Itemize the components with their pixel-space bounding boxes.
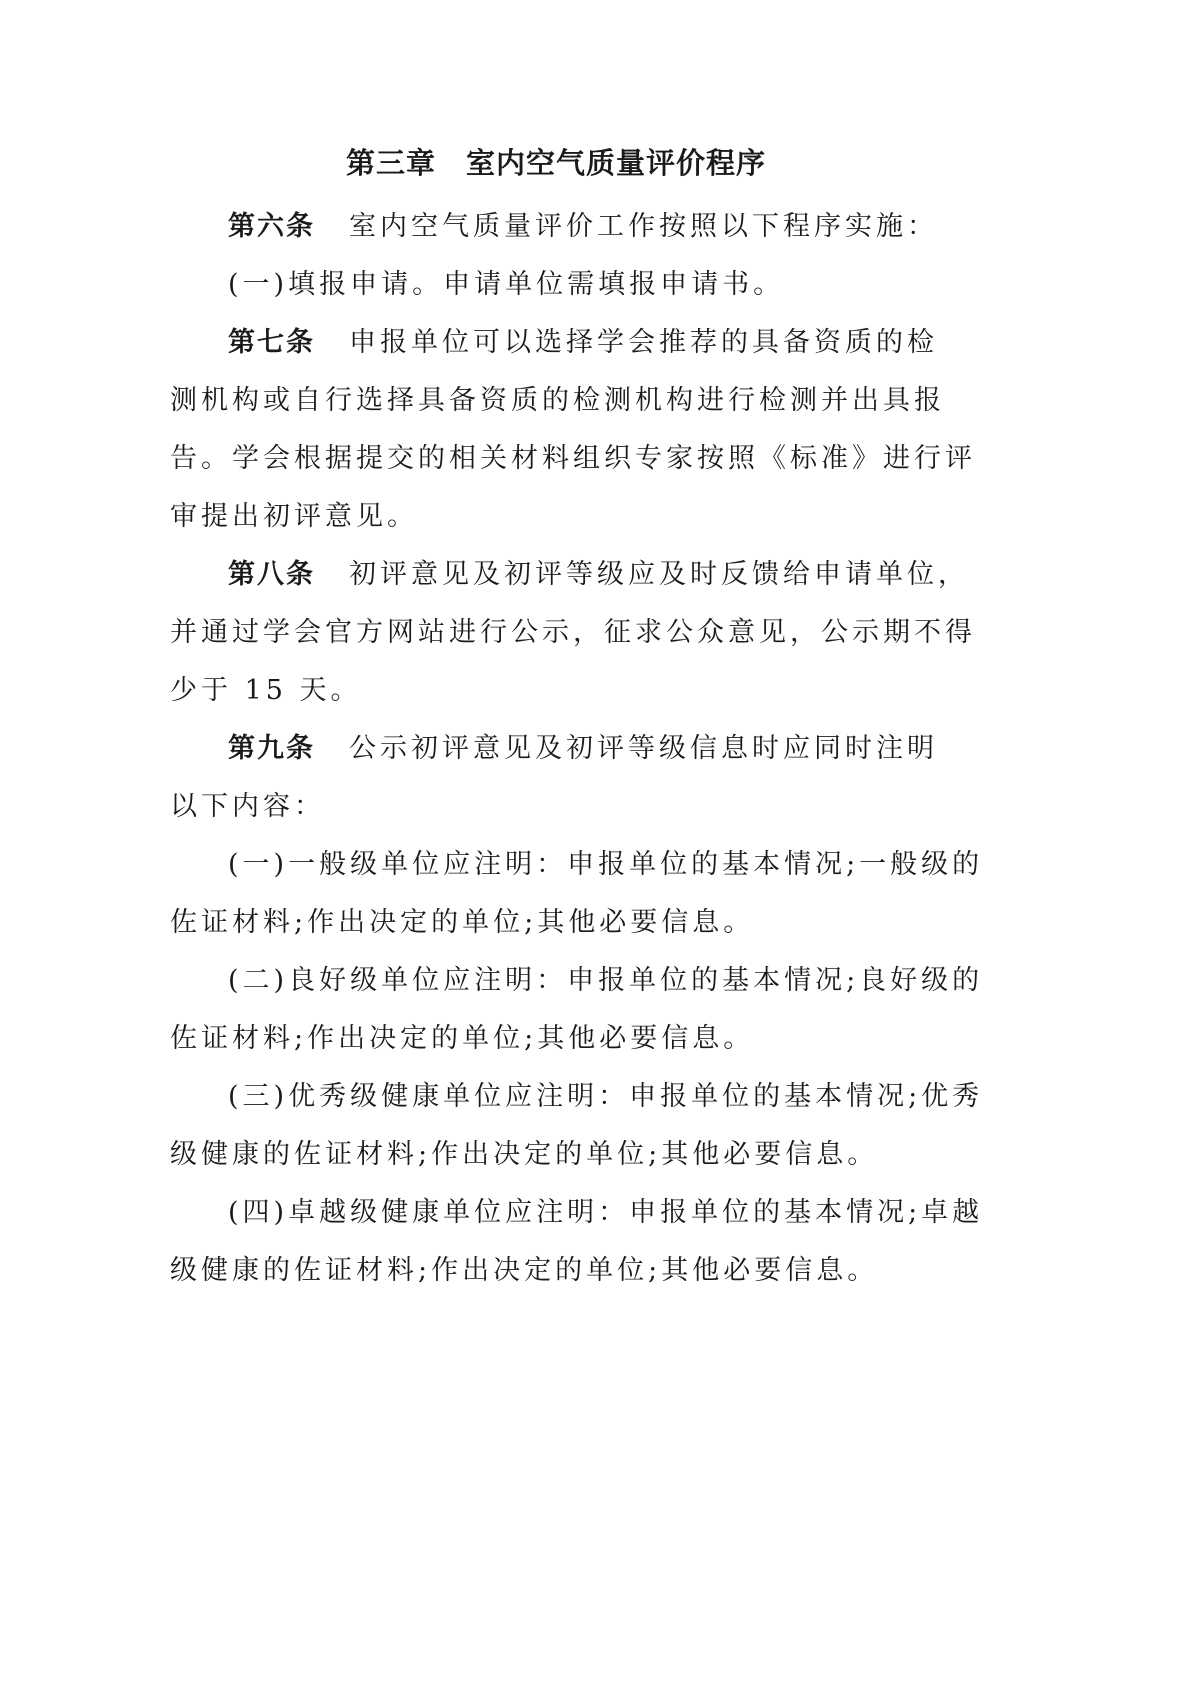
clause-general-2: 佐证材料;作出决定的单位;其他必要信息。 — [170, 907, 755, 938]
article-text: 初评意见及初评等级应及时反馈给申请单位， — [349, 559, 969, 590]
article-label: 第八条 — [228, 559, 315, 590]
article-7 — [170, 314, 942, 372]
article-7-line-2: 测机构或自行选择具备资质的检测机构进行检测并出具报 — [170, 385, 945, 416]
article-text: 申报单位可以选择学会推荐的具备资质的检 — [349, 327, 938, 358]
clause-outstanding-1: (四)卓越级健康单位应注明：申报单位的基本情况;卓越 — [228, 1197, 984, 1228]
article-6 — [170, 198, 942, 256]
clause-general-1: (一)一般级单位应注明：申报单位的基本情况;一般级的 — [228, 849, 984, 880]
article-8 — [170, 546, 969, 604]
article-label: 第九条 — [228, 733, 315, 764]
article-7-line-3: 告。学会根据提交的相关材料组织专家按照《标准》进行评 — [170, 443, 976, 474]
article-text: 公示初评意见及初评等级信息时应同时注明 — [349, 733, 938, 764]
article-text: 室内空气质量评价工作按照以下程序实施： — [349, 211, 938, 242]
clause-1-apply: (一)填报申请。申请单位需填报申请书。 — [228, 269, 785, 300]
article-7-line-4: 审提出初评意见。 — [170, 501, 418, 532]
clause-excellent-2: 级健康的佐证材料;作出决定的单位;其他必要信息。 — [170, 1139, 879, 1170]
clause-excellent-1: (三)优秀级健康单位应注明：申报单位的基本情况;优秀 — [228, 1081, 984, 1112]
article-9-line-2: 以下内容： — [170, 791, 325, 822]
article-label: 第六条 — [228, 211, 315, 242]
article-8-line-2: 并通过学会官方网站进行公示，征求公众意见，公示期不得 — [170, 617, 976, 648]
chapter-title: 第三章 室内空气质量评价程序 — [345, 146, 766, 180]
article-9 — [170, 720, 942, 778]
clause-outstanding-2: 级健康的佐证材料;作出决定的单位;其他必要信息。 — [170, 1255, 879, 1286]
clause-good-2: 佐证材料;作出决定的单位;其他必要信息。 — [170, 1023, 755, 1054]
clause-good-1: (二)良好级单位应注明：申报单位的基本情况;良好级的 — [228, 965, 984, 996]
article-label: 第七条 — [228, 327, 315, 358]
document-page — [170, 138, 984, 1300]
article-8-line-3: 少于 15 天。 — [170, 675, 362, 706]
